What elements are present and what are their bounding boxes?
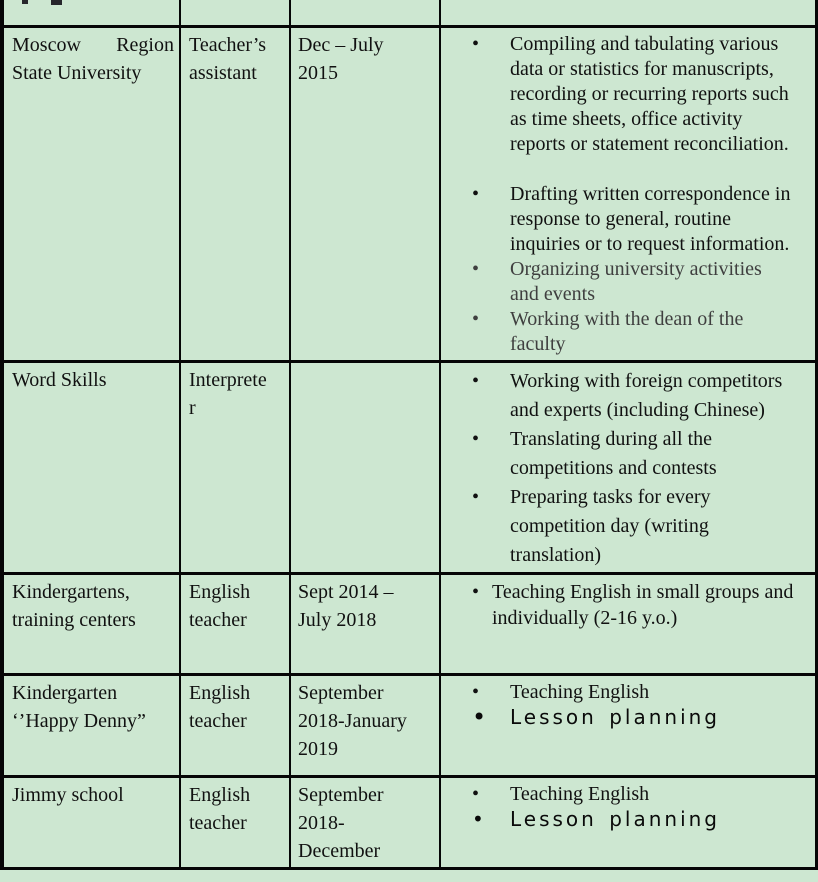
duties-list bbox=[449, 32, 796, 357]
duties-list bbox=[449, 367, 796, 570]
period-cell bbox=[290, 0, 440, 26]
organization-cell: Moscow Region State University bbox=[2, 26, 180, 361]
table-row bbox=[2, 0, 816, 26]
duties-cell bbox=[440, 26, 816, 361]
duty-item: • Lesson planning bbox=[449, 807, 796, 832]
duties-list bbox=[449, 680, 796, 730]
organization-cell: Kindergarten ‘’Happy Denny” bbox=[2, 674, 180, 776]
duty-item: • Preparing tasks for every competition day (writing translation) bbox=[449, 483, 796, 570]
duty-item: • Teaching English bbox=[449, 782, 796, 807]
duties-list bbox=[449, 782, 796, 832]
organization-cell: Word Skills bbox=[2, 361, 180, 573]
duty-item: • Lesson planning bbox=[449, 705, 796, 730]
organization-cell: Kindergartens, training centers bbox=[2, 573, 180, 674]
table-row bbox=[2, 26, 816, 361]
position-cell: English teacher bbox=[180, 573, 290, 674]
period-cell: September 2018-January 2019 bbox=[290, 674, 440, 776]
period-cell: Dec – July 2015 bbox=[290, 26, 440, 361]
duties-list bbox=[449, 579, 796, 631]
duty-item: • Drafting written correspondence in response to general, routine inquiries or to request information. bbox=[449, 182, 796, 257]
table-row bbox=[2, 573, 816, 674]
duty-item: • Teaching English in small groups and individually (2-16 y.o.) bbox=[449, 579, 796, 631]
organization-cell bbox=[2, 0, 180, 26]
duty-item: • Compiling and tabulating various data or statistics for manuscripts, recording or recurring reports such as time sheets, office activity reports or statement reconciliation. bbox=[449, 32, 796, 157]
duties-cell bbox=[440, 0, 816, 26]
period-cell bbox=[290, 361, 440, 573]
position-cell: Interpreter bbox=[180, 361, 290, 573]
clipped-text-fragment bbox=[51, 0, 62, 5]
position-cell: English teacher bbox=[180, 776, 290, 868]
duty-item: • Working with the dean of the faculty bbox=[449, 307, 796, 357]
duties-cell bbox=[440, 674, 816, 776]
period-cell: Sept 2014 – July 2018 bbox=[290, 573, 440, 674]
duties-cell bbox=[440, 776, 816, 868]
table-row bbox=[2, 776, 816, 868]
duty-item: • Teaching English bbox=[449, 680, 796, 705]
position-cell: Teacher’s assistant bbox=[180, 26, 290, 361]
clipped-text-fragment bbox=[22, 0, 28, 4]
position-cell bbox=[180, 0, 290, 26]
table-row bbox=[2, 674, 816, 776]
table-row bbox=[2, 361, 816, 573]
duty-item: • Translating during all the competitions and contests bbox=[449, 425, 796, 483]
duties-cell bbox=[440, 573, 816, 674]
duty-item: • Organizing university activities and events bbox=[449, 257, 796, 307]
duties-cell bbox=[440, 361, 816, 573]
period-cell: September 2018-December bbox=[290, 776, 440, 868]
organization-cell: Jimmy school bbox=[2, 776, 180, 868]
duty-item: • Working with foreign competitors and experts (including Chinese) bbox=[449, 367, 796, 425]
position-cell: English teacher bbox=[180, 674, 290, 776]
